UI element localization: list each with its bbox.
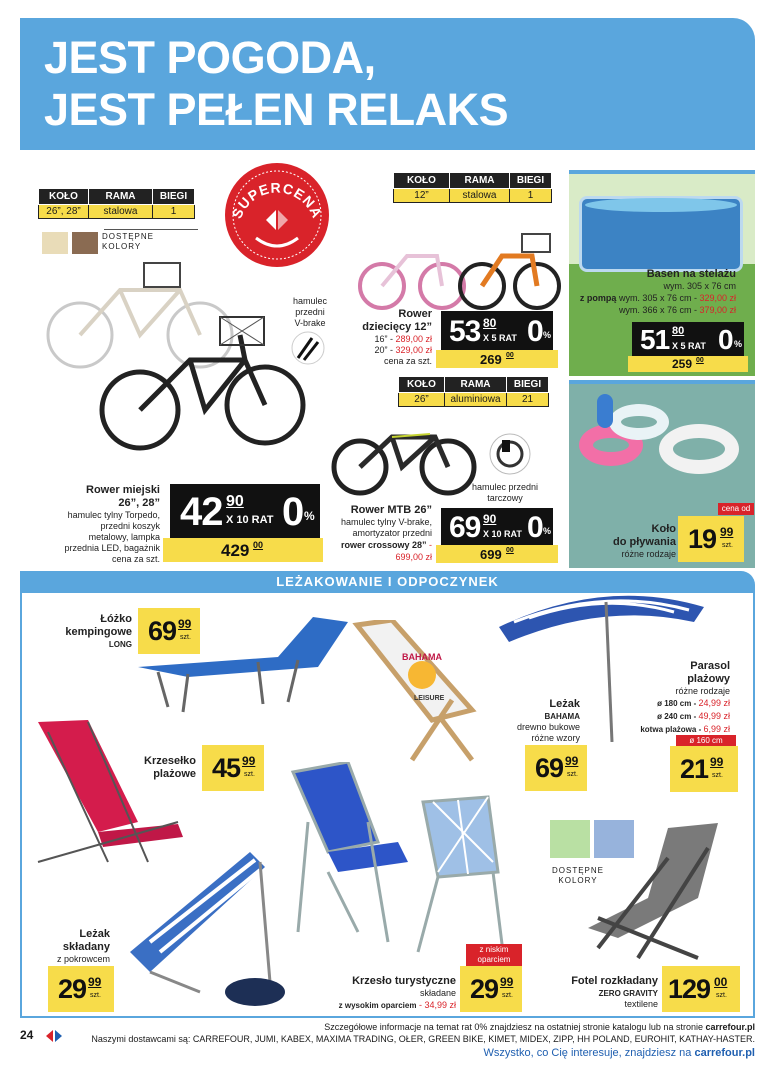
beach-chair-caption: Krzesełko plażowe	[144, 755, 196, 780]
tourist-chair-price: 29 99 szt.	[460, 966, 522, 1012]
spec-gears-value: 1	[510, 189, 552, 203]
spec-wheel-value: 12”	[394, 189, 450, 203]
spec-frame-value: aluminiowa	[445, 393, 507, 407]
spec-header-wheel: KOŁO	[394, 173, 450, 189]
mtb-bike-installment: 69 90 X 10 RAT 0 %	[441, 508, 553, 548]
kids-bike-total: 269 00	[436, 350, 558, 368]
spec-gears-value: 21	[507, 393, 549, 407]
folding-lounger-price: 29 99 szt.	[48, 966, 114, 1012]
spec-gears-value: 1	[153, 205, 195, 219]
bahama-deck-chair-image	[352, 620, 512, 780]
camping-bed-caption: Łóżko kempingowe LONG	[65, 613, 132, 649]
tourist-chairs-image	[288, 762, 518, 962]
gravity-chair-price: 129 00 szt.	[662, 966, 740, 1012]
mtb-bike-brake-note: hamulec przedni tarczowy	[471, 482, 539, 503]
city-bikes-image	[40, 255, 320, 485]
deck-chair-price: 69 99 szt.	[525, 745, 587, 791]
camping-bed-image	[128, 612, 348, 722]
kids-bike-spec-table	[393, 172, 552, 203]
floats-price-from-tag: cena od	[718, 503, 754, 515]
header-line-2: JEST PEŁEN RELAKS	[44, 84, 509, 135]
v-brake-detail-image	[290, 330, 326, 366]
kids-bikes-image	[352, 206, 562, 316]
spec-header-frame: RAMA	[445, 377, 507, 393]
pool-installment: 51 80 X 5 RAT 0 %	[632, 322, 744, 358]
gravity-chair-caption: Fotel rozkładany ZERO GRAVITY textilene	[571, 975, 658, 1009]
color-swatch-cream	[42, 232, 68, 254]
mtb-bike-image	[330, 412, 480, 502]
divider-line	[104, 229, 198, 230]
carrefour-logo-icon	[44, 1029, 64, 1043]
city-bike-total: 429 00	[163, 538, 323, 562]
spec-wheel-value: 26”, 28”	[39, 205, 89, 219]
folding-lounger-caption: Leżak składany z pokrowcem	[56, 928, 110, 964]
deck-chair-caption: Leżak BAHAMA drewno bukowe różne wzory	[516, 698, 580, 743]
city-bike-colors-label: DOSTĘPNE KOLORY	[102, 232, 155, 251]
city-bike-brake-note: hamulec przedni V-brake	[292, 296, 328, 328]
umbrella-price: 21 99 szt.	[670, 746, 738, 792]
floats-price: 19 99 szt.	[678, 516, 744, 562]
spec-frame-value: stalowa	[450, 189, 510, 203]
supercena-text: SUPERCENA	[228, 179, 326, 221]
section-title: LEŻAKOWANIE I ODPOCZYNEK	[20, 571, 755, 593]
pool-caption: Basen na stelażu wym. 305 x 76 cm z pompą wym. 305 x 76 cm - 329,00 zł wym. 366 x 76 cm - 379,00 zł	[579, 268, 736, 315]
spec-header-gears: BIEGI	[507, 377, 549, 393]
spec-header-wheel: KOŁO	[399, 377, 445, 393]
kids-bike-installment: 53 80 X 5 RAT 0 %	[441, 311, 553, 353]
footer-suppliers: Naszymi dostawcami są: CARREFOUR, JUMI, KABEX, MAXIMA TRADING, OŁER, GREEN BIKE, KIMET, MIDEX, ZIPP, HH POLAND, EUROHIT, KATHAY-HASTER.	[91, 1034, 755, 1044]
bahama-print-text: BAHAMA	[402, 652, 442, 662]
gravity-chair-colors-label: DOSTĘPNE KOLORY	[551, 866, 604, 885]
spec-frame-value: stalowa	[89, 205, 153, 219]
spec-header-wheel: KOŁO	[39, 189, 89, 205]
spec-header-frame: RAMA	[450, 173, 510, 189]
page-number: 24	[20, 1028, 34, 1042]
beach-chair-price: 45 99 szt.	[202, 745, 264, 791]
city-bike-caption: Rower miejski 26”, 28” hamulec tylny Torpedo, przedni koszyk metalowy, lampka przednia LED, bagażnik cena za szt.	[64, 484, 160, 564]
umbrella-size-tag: ø 160 cm	[676, 735, 736, 747]
mtb-bike-caption: Rower MTB 26” hamulec tylny V-brake, amortyzator przedni rower crossowy 28” - 699,00 zł	[340, 504, 432, 562]
spec-header-gears: BIEGI	[153, 189, 195, 205]
kids-bike-caption: Rower dziecięcy 12” 16” - 289,00 zł 20” - 329,00 zł cena za szt.	[362, 308, 432, 366]
footer-website-link[interactable]: Wszystko, co Cię interesuje, znajdziesz na carrefour.pl	[483, 1047, 755, 1059]
tourist-chair-low-back-tag: z niskim oparciem	[466, 944, 522, 966]
mtb-bike-spec-table	[398, 376, 549, 407]
supercena-seal-icon	[222, 160, 332, 270]
spec-header-gears: BIEGI	[510, 173, 552, 189]
pool-total: 259 00	[628, 356, 748, 372]
city-bike-spec-table	[38, 188, 195, 219]
mtb-bike-total: 699 00	[436, 545, 558, 563]
footer-installment-note: Szczegółowe informacje na temat rat 0% znajdziesz na ostatniej stronie katalogu lub na stronie carrefour.pl	[324, 1022, 755, 1032]
camping-bed-price: 69 99 szt.	[138, 608, 200, 654]
header-line-1: JEST POGODA,	[44, 32, 376, 83]
spec-header-frame: RAMA	[89, 189, 153, 205]
city-bike-installment: 42 90 X 10 RAT 0 %	[170, 484, 320, 542]
spec-wheel-value: 26”	[399, 393, 445, 407]
disc-brake-detail-image	[488, 432, 532, 476]
gravity-chair-image	[578, 818, 738, 968]
color-swatch-brown	[72, 232, 98, 254]
floats-caption: Koło do pływania różne rodzaje	[613, 523, 676, 559]
umbrella-caption: Parasol plażowy różne rodzaje ø 180 cm - 24,99 zł ø 240 cm - 49,99 zł kotwa plażowa - 6,99 zł	[640, 660, 730, 734]
tourist-chair-caption: Krzesło turystyczne składane z wysokim oparciem - 34,99 zł	[338, 975, 456, 1010]
folding-lounger-image	[120, 842, 290, 1012]
leisure-print-text: LEISURE	[414, 695, 445, 702]
